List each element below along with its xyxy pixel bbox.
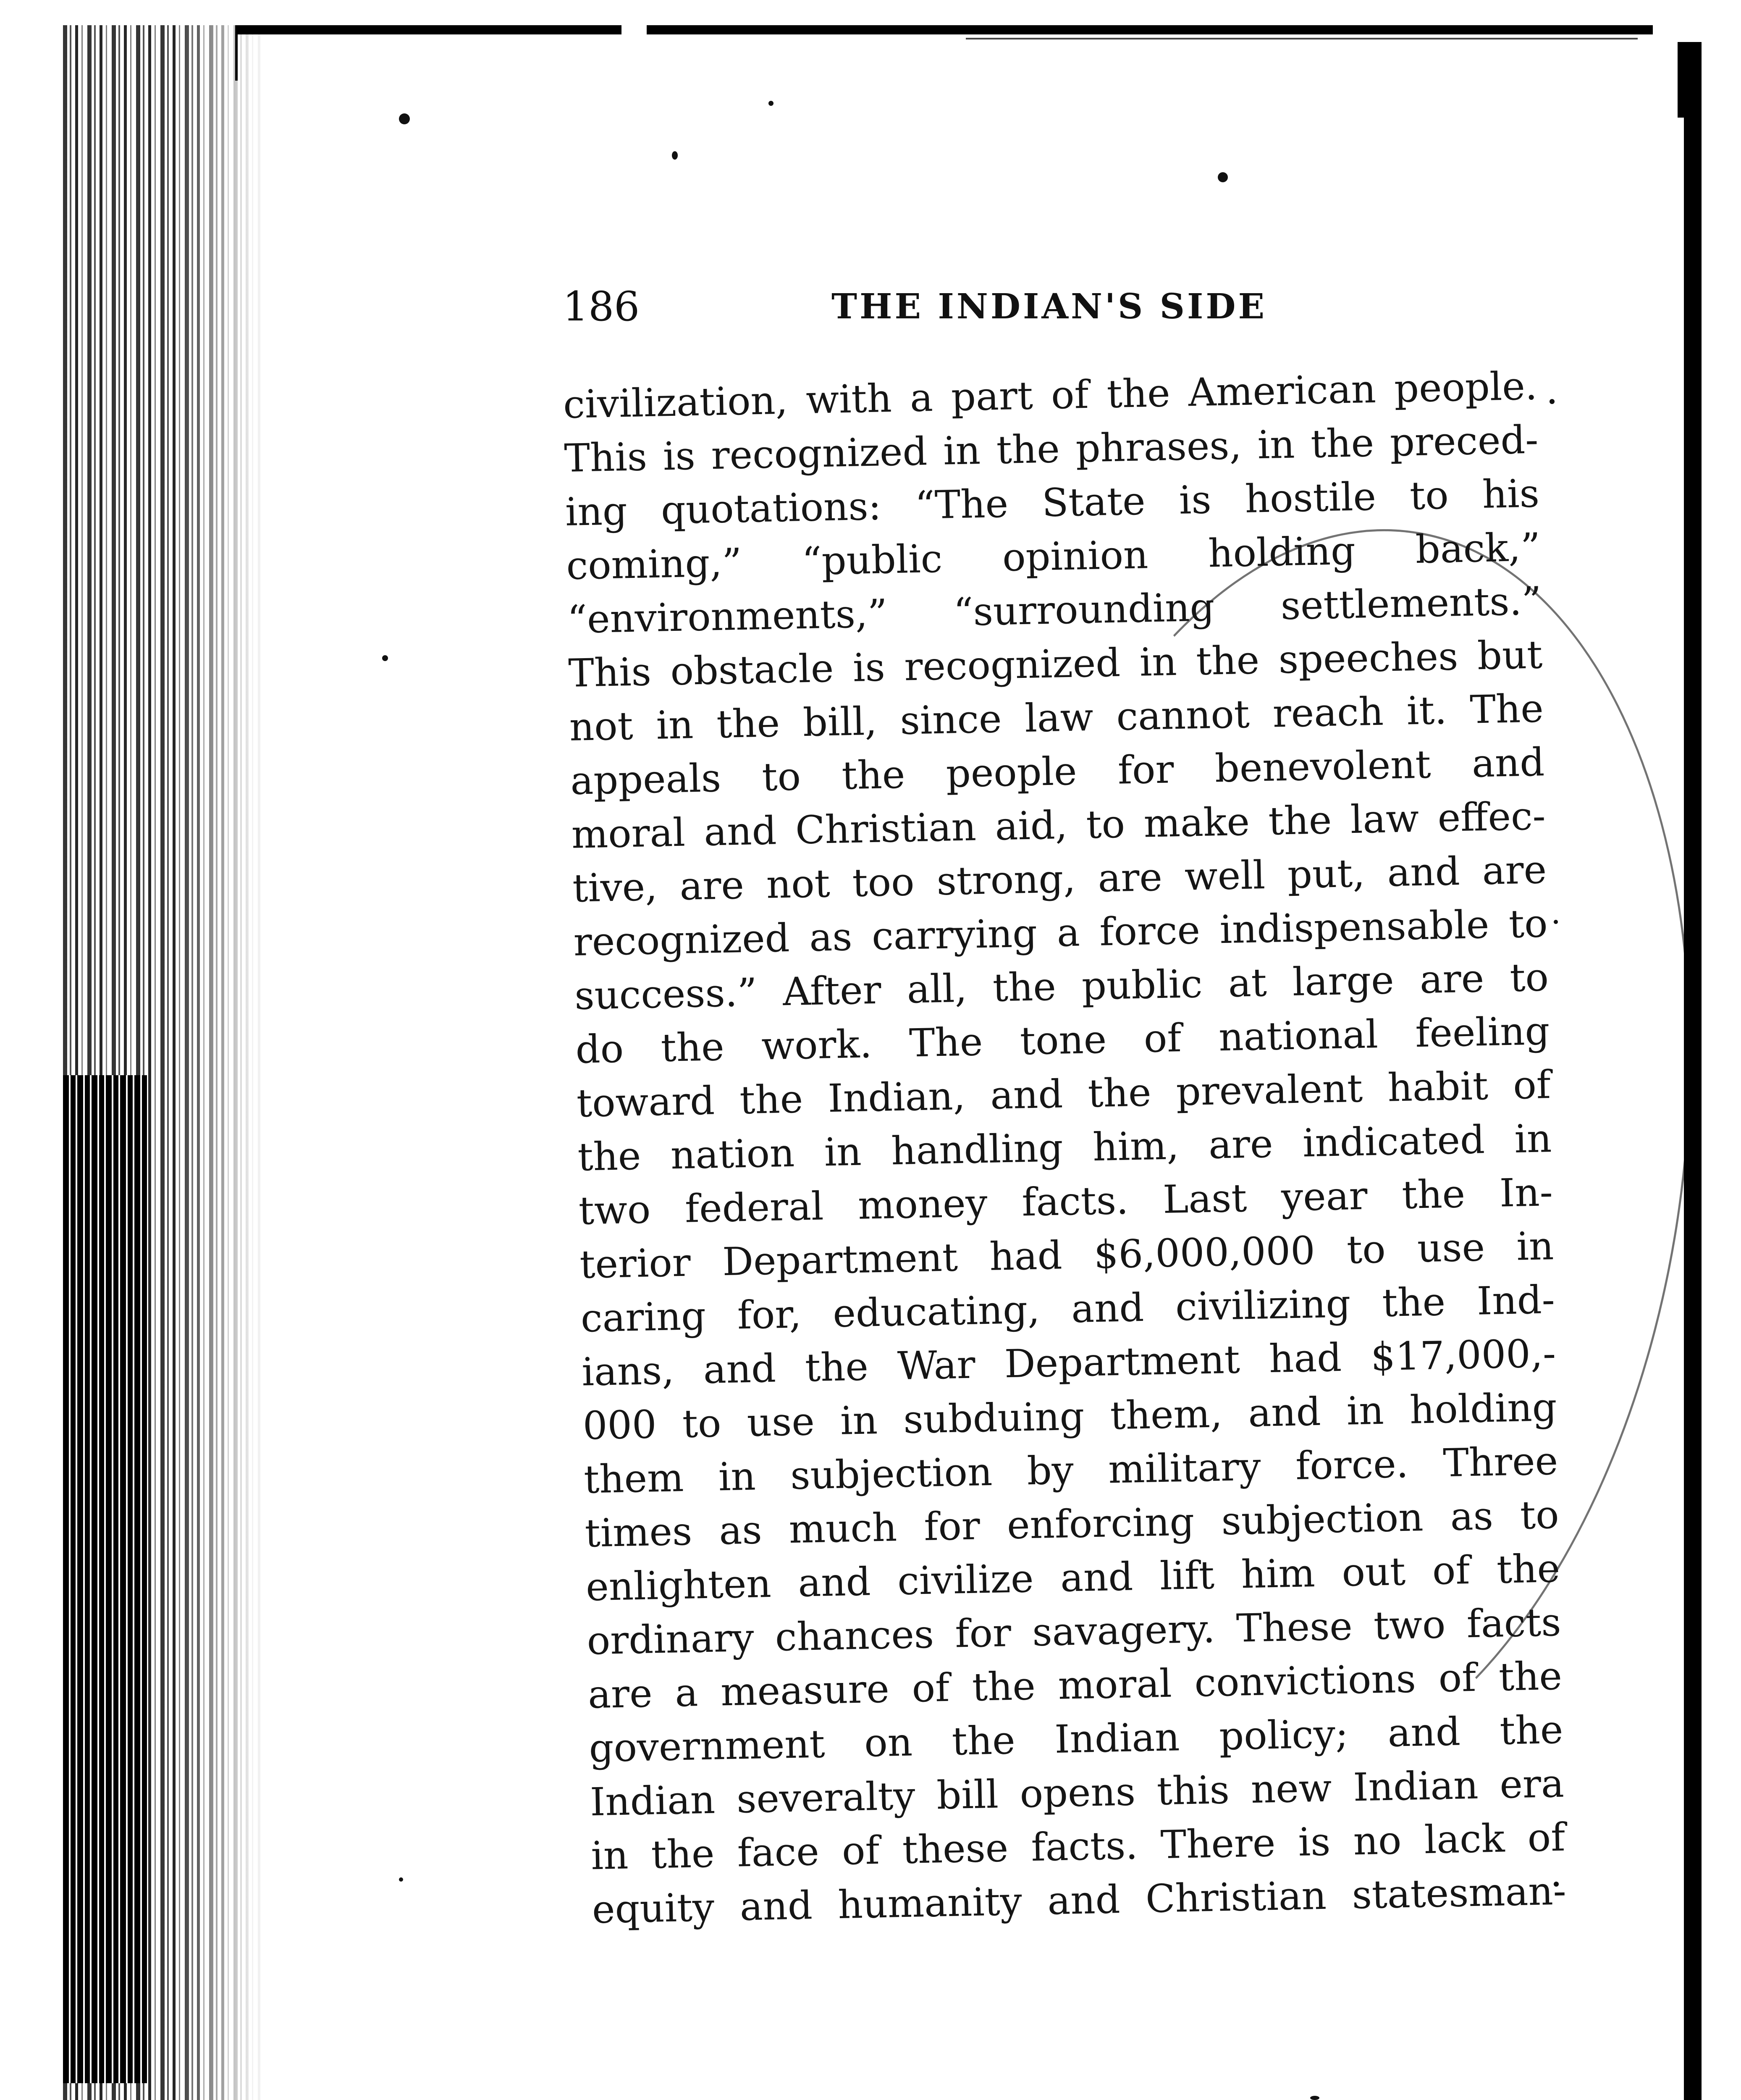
text-line: Indian severalty bill opens this new Indian era (590, 1761, 1565, 1825)
text-line: 000 to use in subduing them, and in holding (582, 1385, 1557, 1449)
text-line: caring for, educating, and civilizing the Ind- (580, 1277, 1555, 1341)
text-line: coming,” “public opinion holding back,” (566, 525, 1541, 588)
text-line: the nation in handling him, are indicated in (577, 1116, 1552, 1180)
text-line: “environments,” “surrounding settlements.” (567, 578, 1542, 642)
text-line: ians, and the War Department had $17,000,- (581, 1331, 1557, 1395)
text-line: civilization, with a part of the American people. (563, 363, 1538, 427)
book-spine-shadow (63, 1075, 147, 2083)
text-line: tive, are not too strong, are well put, and are (572, 847, 1547, 911)
right-page-edge-tip (1678, 42, 1685, 118)
text-line: This is recognized in the phrases, in the preced- (564, 417, 1539, 481)
text-line: equity and humanity and Christian statesman- (591, 1868, 1567, 1932)
body-text (563, 359, 1567, 1937)
text-line: not in the bill, since law cannot reach it. The (569, 686, 1544, 750)
scan-speck (1218, 172, 1228, 182)
text-line: government on the Indian policy; and the (588, 1707, 1564, 1771)
facing-page-top-edge (235, 25, 1653, 81)
top-edge-rule (966, 38, 1638, 39)
running-head-title: THE INDIAN'S SIDE (831, 286, 1267, 327)
text-line: enlighten and civilize and lift him out of the (585, 1546, 1560, 1610)
scan-speck (399, 1877, 403, 1882)
text-line: recognized as carrying a force indispensable to (573, 901, 1548, 965)
text-line: moral and Christian aid, to make the law effec- (571, 793, 1546, 857)
text-line: do the work. The tone of national feeling (575, 1008, 1550, 1072)
text-line: appeals to the people for benevolent and (570, 740, 1545, 803)
text-line: This obstacle is recognized in the speeches but (568, 632, 1543, 696)
scan-speck (1550, 399, 1555, 404)
scan-speck (672, 151, 678, 160)
scan-speck (382, 655, 388, 661)
scan-speck (399, 113, 410, 124)
running-head (563, 281, 1529, 332)
text-line: are a measure of the moral convictions of the (587, 1653, 1563, 1717)
text-line: ordinary chances for savagery. These two facts (586, 1599, 1562, 1664)
text-line: them in subjection by military force. Three (583, 1438, 1558, 1502)
text-line: two federal money facts. Last year the In- (578, 1170, 1553, 1234)
top-edge-gap (621, 21, 647, 46)
scan-speck (768, 101, 773, 106)
gutter-fade (176, 25, 281, 2100)
text-line: ing quotations: “The State is hostile to his (565, 471, 1540, 535)
text-line: success.” After all, the public at large are to (574, 955, 1549, 1018)
text-line: terior Department had $6,000,000 to use in (579, 1223, 1555, 1287)
text-line: times as much for enforcing subjection as to (584, 1492, 1560, 1556)
scan-speck (1310, 2096, 1319, 2100)
text-line: toward the Indian, and the prevalent habit of (576, 1062, 1551, 1126)
text-line: in the face of these facts. There is no lack of (590, 1814, 1566, 1879)
scan-speck (1554, 920, 1558, 924)
page-number: 186 (563, 283, 640, 330)
